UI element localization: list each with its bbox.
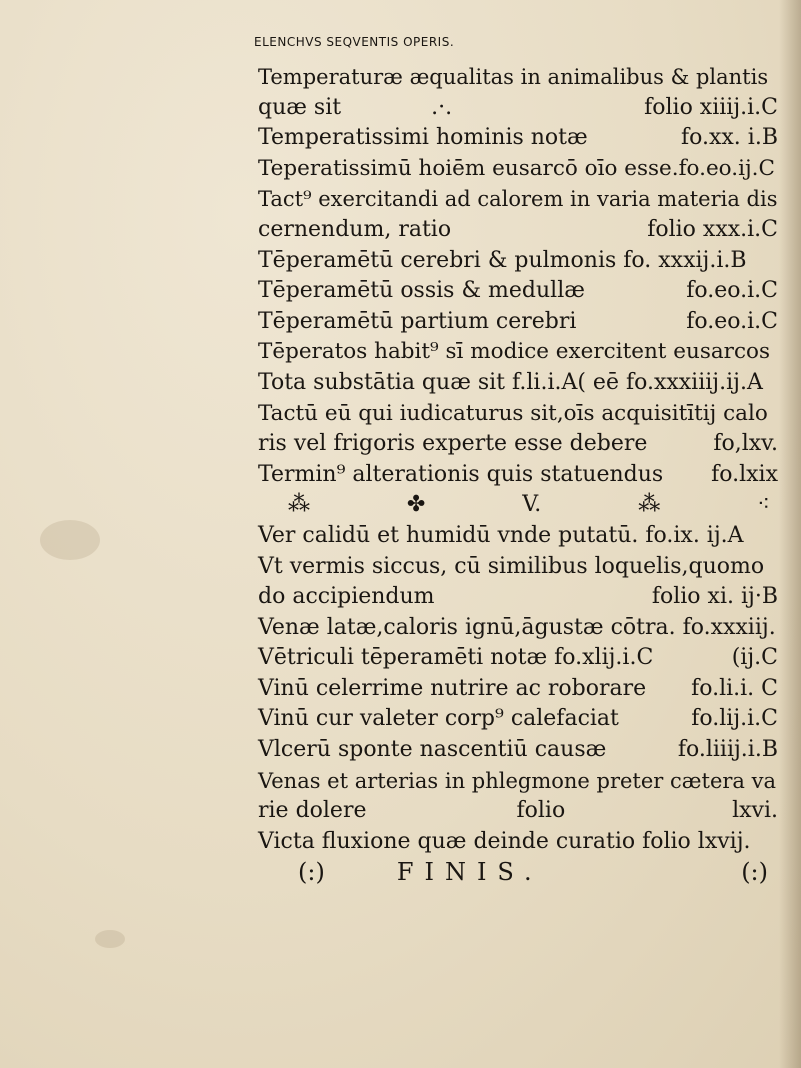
- index-entry: [258, 521, 778, 552]
- paper-stain: [40, 520, 100, 560]
- index-entry: [258, 337, 778, 368]
- entry-mark: .·.: [431, 94, 453, 120]
- entry-text: quæ sit: [258, 94, 342, 120]
- entry-text: cernendum, ratio: [258, 216, 452, 242]
- entry-folio-ref: fo,lxv.: [713, 431, 778, 457]
- index-entry: [258, 123, 778, 154]
- index-entry: [258, 674, 778, 705]
- finis-right-mark: (:): [741, 858, 768, 887]
- ornament-glyph: ⁂: [288, 492, 310, 518]
- entry-text: Vlcerū sponte nascentiū causæ: [258, 737, 607, 763]
- entry-text: Teperatissimū hoiēm eusarcō oīo esse.fo.eo.ij.C: [258, 155, 775, 181]
- index-entry: [258, 796, 778, 827]
- page-title: ELENCHVS SEQVENTIS OPERIS.: [254, 35, 455, 49]
- index-entry: [258, 276, 778, 307]
- entry-text: Tēperatos habit⁹ sī modice exercitent eusarcos: [258, 339, 770, 365]
- page-edge-shadow: [779, 0, 801, 1068]
- index-entry: [258, 735, 778, 766]
- entry-text: Vētriculi tēperamēti notæ fo.xlij.i.C: [258, 645, 654, 671]
- ornament-glyph: ⁂: [638, 492, 661, 518]
- entry-text: Tota substātia quæ sit f.li.i.A( eē fo.xxxiiij.ij.A: [258, 369, 763, 395]
- entry-text: Vinū cur valeter corp⁹ calefaciat: [258, 706, 619, 732]
- index-entry: [258, 184, 778, 215]
- paper-stain: [95, 930, 125, 948]
- entry-text: ris vel frigoris experte esse debere: [258, 431, 648, 457]
- entry-text: do accipiendum: [258, 584, 435, 610]
- index-entry: [258, 582, 778, 613]
- entry-text: Tēperamētū cerebri & pulmonis fo. xxxij.i.B: [258, 247, 747, 273]
- entry-text: Ver calidū et humidū vnde putatū. fo.ix. ij.A: [258, 522, 744, 548]
- entry-folio-ref: folio xiiij.i.C: [644, 94, 778, 120]
- index-entry: [258, 62, 778, 93]
- entry-text: Tact⁹ exercitandi ad calorem in varia materia dis: [258, 187, 778, 212]
- index-entry: [258, 429, 778, 460]
- entry-folio-ref: fo.liiij.i.B: [677, 737, 778, 763]
- finis-left-mark: (:): [298, 858, 325, 887]
- entry-folio-ref: lxvi.: [732, 798, 778, 824]
- entry-text: Tēperamētū partium cerebri: [258, 308, 577, 334]
- ornament-glyph: ⁖: [757, 492, 770, 518]
- entry-folio-ref: fo.eo.i.C: [686, 308, 778, 334]
- index-entry: [258, 827, 778, 858]
- entry-text: Victa fluxione quæ deinde curatio folio lxvij.: [258, 828, 751, 854]
- finis-word: FINIS.: [396, 858, 543, 887]
- index-entry: [258, 552, 778, 583]
- finis-line: [258, 857, 778, 887]
- index-entry: [258, 307, 778, 338]
- entry-folio-ref: fo.xx. i.B: [681, 125, 778, 151]
- entry-folio-ref: fo.lxix: [711, 461, 778, 487]
- entry-folio-ref: fo.eo.i.C: [686, 278, 778, 304]
- index-entry: [258, 246, 778, 277]
- ornament-glyph: ✤: [406, 492, 426, 518]
- entry-text: rie dolere: [258, 798, 367, 824]
- entry-text: Temperaturæ æqualitas in animalibus & plantis: [258, 65, 769, 89]
- entry-folio-ref: (ij.C: [731, 645, 778, 671]
- entry-folio-ref: folio xxx.i.C: [647, 216, 778, 242]
- ornament-glyph: V.: [522, 492, 542, 518]
- index-entry: [258, 215, 778, 246]
- index-entry: [258, 154, 778, 185]
- entry-text: Tactū eū qui iudicaturus sit,oīs acquisitītij calo: [258, 400, 768, 426]
- index-entry: [258, 93, 778, 124]
- entry-text: Vt vermis siccus, cū similibus loquelis,quomo: [258, 553, 765, 579]
- index-entry: [258, 613, 778, 644]
- entry-text: Temperatissimi hominis notæ: [258, 125, 588, 151]
- index-entry: [258, 766, 778, 797]
- entry-folio-ref: folio xi. ij·B: [651, 584, 778, 610]
- entry-text: Tēperamētū ossis & medullæ: [258, 278, 585, 304]
- entry-folio-ref: fo.lij.i.C: [691, 706, 778, 732]
- index-entry: [258, 368, 778, 399]
- index-entry: [258, 460, 778, 491]
- entry-text: Termin⁹ alterationis quis statuendus: [258, 461, 664, 487]
- entry-mark: folio: [516, 798, 566, 824]
- index-entry: [258, 643, 778, 674]
- entry-text: Venas et arterias in phlegmone preter cætera va: [258, 768, 776, 793]
- entry-text: Vinū celerrime nutrire ac roborare: [258, 675, 647, 701]
- entry-text: Venæ latæ,caloris ignū,āgustæ cōtra. fo.xxxiij.: [258, 614, 776, 640]
- index-entry: [258, 704, 778, 735]
- index-listing: [254, 22, 778, 887]
- ornament-row: [258, 490, 778, 521]
- entry-folio-ref: fo.li.i. C: [691, 675, 778, 701]
- index-entry: [258, 399, 778, 430]
